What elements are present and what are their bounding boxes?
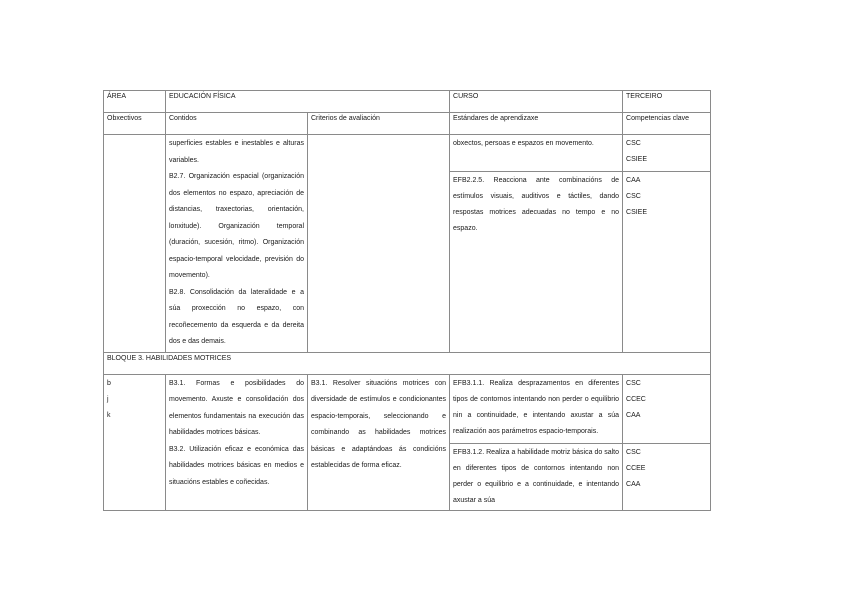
competence-code: CSIEE	[626, 156, 648, 163]
content-item: B3.2. Utilización eficaz e económica das habilidades motrices básicas en medios e situacións estables e coñecidas.	[169, 445, 304, 486]
area-value: EDUCACIÓN FÍSICA	[166, 91, 450, 113]
standard-cell: EFB3.1.2. Realiza a habilidade motriz básica do salto en diferentes tipos de contornos intentando non perder o equilibrio e a continuidade, e intentando axustar a súa	[450, 443, 623, 510]
objective-code: j	[107, 395, 109, 403]
competences-cell	[623, 171, 711, 352]
criteria-cell: B3.1. Resolver situacións motrices con diversidade de estímulos e condicionantes espacio-temporais, seleccionando e combinando as habilidades motrices básicas e adaptándoas ás condicións establecidas de forma eficaz.	[308, 374, 450, 510]
competences-cell	[623, 443, 711, 510]
course-label: CURSO	[450, 91, 623, 113]
col-standards: Estándares de aprendizaxe	[450, 113, 623, 135]
block-title: BLOQUE 3. HABILIDADES MOTRICES	[104, 352, 711, 374]
competence-code: CCEE	[626, 464, 646, 472]
col-objectives: Obxectivos	[104, 113, 166, 135]
col-competences: Competencias clave	[623, 113, 711, 135]
competences-cell	[623, 135, 711, 172]
table-row-continuation-a	[104, 135, 711, 172]
col-criteria: Criterios de avaliación	[308, 113, 450, 135]
content-item: B2.7. Organización espacial (organización dos elementos no espazo, apreciación de distancias, traxectorias, orientación, lonxitude). Organización temporal (duración, sucesión, ritmo). Organización espacio-temporal velocidade, previsión do movemento).	[169, 173, 304, 279]
objective-code: b	[107, 379, 111, 387]
course-value: TERCEIRO	[623, 91, 711, 113]
competences-cell	[623, 374, 711, 443]
competence-code: CSC	[626, 192, 641, 200]
header-row-columns	[104, 113, 711, 135]
competence-code: CSC	[626, 140, 641, 147]
competence-code: CSIEE	[626, 208, 648, 216]
objectives-cell	[104, 374, 166, 510]
header-row-area	[104, 91, 711, 113]
standard-cell: EFB3.1.1. Realiza desprazamentos en diferentes tipos de contornos intentando non perder o equilibrio nin a continuidade, e intentando axustar a súa realización aos parámetros espacio-temporais.	[450, 374, 623, 443]
competence-code: CSC	[626, 448, 641, 456]
standard-cell: obxectos, persoas e espazos en movemento.	[450, 135, 623, 172]
competence-code: CAA	[626, 411, 641, 419]
competence-code: CCEC	[626, 395, 646, 403]
objectives-cell-empty	[104, 135, 166, 353]
competence-code: CSC	[626, 379, 641, 387]
criteria-cell-empty	[308, 135, 450, 353]
competence-code: CAA	[626, 176, 641, 184]
standard-cell: EFB2.2.5. Reacciona ante combinacións de estímulos visuais, auditivos e táctiles, dando respostas motrices adecuadas no tempo e no espazo.	[450, 171, 623, 352]
curriculum-table	[103, 90, 711, 511]
table-row-block3-a	[104, 374, 711, 443]
block-title-row	[104, 352, 711, 374]
area-label: ÁREA	[104, 91, 166, 113]
content-item: B2.8. Consolidación da lateralidade e a súa proxección no espazo, con recoñecemento da esquerda e da dereita dos e das demais.	[169, 288, 304, 345]
contents-cell-block3	[166, 374, 308, 510]
competence-code: CAA	[626, 480, 641, 488]
content-item: superficies estables e inestables e alturas variables.	[169, 140, 304, 164]
col-contents: Contidos	[166, 113, 308, 135]
contents-cell-block2	[166, 135, 308, 353]
content-item: B3.1. Formas e posibilidades do movemento. Axuste e consolidación dos elementos fundamentais na execución das habilidades motrices básicas.	[169, 379, 304, 436]
objective-code: k	[107, 411, 111, 419]
